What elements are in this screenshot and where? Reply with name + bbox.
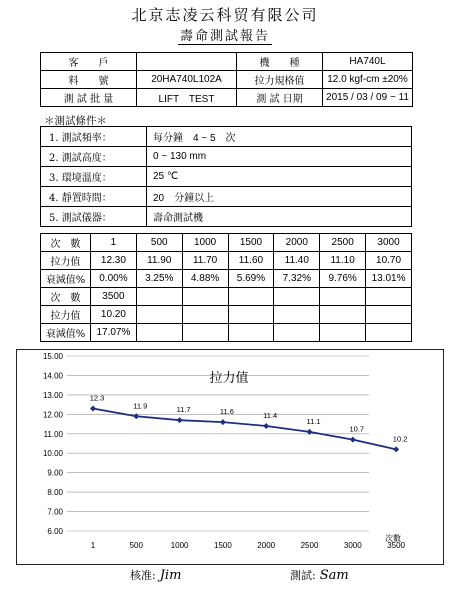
y-tick-label: 8.00 bbox=[47, 488, 63, 498]
data-point bbox=[177, 417, 183, 423]
results-cell: 500 bbox=[136, 234, 182, 252]
chart-frame bbox=[16, 349, 444, 565]
results-cell: 0.00% bbox=[91, 270, 137, 288]
results-cell bbox=[320, 288, 366, 306]
data-label: 11.1 bbox=[306, 416, 321, 426]
results-cell: 11.90 bbox=[136, 252, 182, 270]
results-cell bbox=[320, 324, 366, 342]
machine-label: 機 種 bbox=[237, 53, 323, 71]
machine-value: HA740L bbox=[323, 53, 413, 71]
results-row-label: 次 數 bbox=[41, 288, 91, 306]
results-cell: 11.60 bbox=[228, 252, 274, 270]
condition-row bbox=[41, 147, 412, 167]
x-tick-label: 2500 bbox=[300, 541, 319, 550]
approve-signature bbox=[130, 567, 181, 583]
results-decay-row bbox=[41, 270, 412, 288]
condition-label: 2. 測試高度： bbox=[41, 147, 147, 167]
results-cell bbox=[136, 324, 182, 342]
condition-row bbox=[41, 127, 412, 147]
condition-row bbox=[41, 207, 412, 227]
data-label: 11.9 bbox=[133, 401, 148, 411]
condition-value: 0 ~ 130 mm bbox=[147, 147, 412, 167]
test-label: 測試: bbox=[290, 569, 316, 582]
y-tick-label: 13.00 bbox=[42, 390, 63, 400]
x-tick-label: 3000 bbox=[343, 541, 362, 550]
date-value: 2015 / 03 / 09 ~ 11 bbox=[323, 89, 413, 107]
y-tick-label: 7.00 bbox=[47, 507, 63, 517]
data-point bbox=[90, 406, 96, 412]
y-tick-label: 6.00 bbox=[47, 527, 63, 536]
results-row-label: 次 數 bbox=[41, 234, 91, 252]
condition-label: 3. 環境溫度： bbox=[41, 167, 147, 187]
customer-value bbox=[137, 53, 237, 71]
x-tick-label: 1500 bbox=[214, 541, 232, 550]
results-cell bbox=[366, 324, 412, 342]
data-label: 11.4 bbox=[263, 411, 278, 420]
results-cell: 4.88% bbox=[182, 270, 228, 288]
part-label: 料 號 bbox=[41, 71, 137, 89]
company-name: 北京志凌云科贸有限公司 bbox=[131, 6, 319, 24]
date-label: 測 試 日期 bbox=[237, 89, 323, 107]
results-cell bbox=[320, 306, 366, 324]
data-label: 11.7 bbox=[176, 405, 191, 415]
condition-row bbox=[41, 187, 412, 207]
x-tick-label: 1 bbox=[90, 541, 96, 550]
x-axis-label: 次數 bbox=[385, 534, 401, 543]
tester-signature bbox=[290, 567, 349, 583]
results-cell bbox=[136, 306, 182, 324]
data-label: 10.2 bbox=[392, 434, 408, 444]
info-table bbox=[40, 52, 413, 107]
results-cell: 11.10 bbox=[320, 252, 366, 270]
qty-label: 測 試 批 量 bbox=[41, 89, 137, 107]
results-cell bbox=[228, 306, 274, 324]
results-cell: 9.76% bbox=[320, 270, 366, 288]
results-cell: 2500 bbox=[320, 234, 366, 252]
results-cell: 3000 bbox=[366, 234, 412, 252]
y-tick-label: 10.00 bbox=[42, 449, 63, 459]
condition-value: 20 分鐘以上 bbox=[147, 187, 412, 207]
y-tick-label: 15.00 bbox=[42, 352, 63, 361]
spec-label: 拉力規格值 bbox=[237, 71, 323, 89]
info-row-qty bbox=[41, 89, 413, 107]
results-cell bbox=[366, 306, 412, 324]
x-tick-label: 1000 bbox=[170, 541, 189, 550]
results-cell: 1500 bbox=[228, 234, 274, 252]
y-tick-label: 9.00 bbox=[47, 468, 63, 478]
results-cell bbox=[228, 288, 274, 306]
condition-value: 每分鐘 4 ~ 5 次 bbox=[147, 127, 412, 147]
y-tick-label: 12.00 bbox=[42, 410, 63, 420]
results-cell: 17.07% bbox=[91, 324, 137, 342]
results-cell bbox=[274, 288, 320, 306]
results-cell: 1000 bbox=[182, 234, 228, 252]
approve-name: Jim bbox=[159, 568, 182, 583]
results-cell bbox=[182, 324, 228, 342]
results-force-row-2 bbox=[41, 306, 412, 324]
results-row-label: 衰減值% bbox=[41, 324, 91, 342]
report-title bbox=[0, 25, 450, 44]
results-force-row bbox=[41, 252, 412, 270]
results-cell bbox=[274, 306, 320, 324]
results-row-label: 衰減值% bbox=[41, 270, 91, 288]
results-table bbox=[40, 233, 412, 342]
conditions-heading: ＊測試條件＊ bbox=[44, 115, 107, 127]
results-row-label: 拉力值 bbox=[41, 306, 91, 324]
condition-label: 1. 測試頻率： bbox=[41, 127, 147, 147]
condition-label: 5. 測試儀器： bbox=[41, 207, 147, 227]
results-cell bbox=[228, 324, 274, 342]
results-cell bbox=[182, 306, 228, 324]
results-row-label: 拉力值 bbox=[41, 252, 91, 270]
data-point bbox=[263, 423, 269, 429]
results-cell: 10.20 bbox=[91, 306, 137, 324]
data-point bbox=[350, 437, 356, 443]
results-cell: 10.70 bbox=[366, 252, 412, 270]
results-cell bbox=[274, 324, 320, 342]
chart-title: 拉力值 bbox=[209, 371, 249, 386]
results-cell bbox=[136, 288, 182, 306]
data-label: 12.3 bbox=[89, 393, 105, 403]
condition-value: 25 ℃ bbox=[147, 167, 412, 187]
results-decay-row-2 bbox=[41, 324, 412, 342]
results-cell: 11.70 bbox=[182, 252, 228, 270]
results-cell: 2000 bbox=[274, 234, 320, 252]
results-cell: 13.01% bbox=[366, 270, 412, 288]
force-chart bbox=[17, 350, 443, 564]
data-label: 11.6 bbox=[219, 407, 234, 417]
results-cell: 3.25% bbox=[136, 270, 182, 288]
results-count-row bbox=[41, 234, 412, 252]
results-cell: 1 bbox=[91, 234, 137, 252]
info-row-customer bbox=[41, 53, 413, 71]
y-tick-label: 11.00 bbox=[43, 429, 63, 439]
test-name: Sam bbox=[319, 568, 349, 583]
results-cell bbox=[366, 288, 412, 306]
condition-row bbox=[41, 167, 412, 187]
results-cell: 11.40 bbox=[274, 252, 320, 270]
part-value: 20HA740L102A bbox=[137, 71, 237, 89]
x-tick-label: 500 bbox=[129, 541, 143, 550]
report-title-text: 壽命測試報告 bbox=[179, 29, 270, 44]
conditions-table bbox=[40, 126, 412, 227]
data-point bbox=[393, 446, 399, 452]
x-tick-label: 3500 bbox=[387, 541, 405, 550]
results-cell: 5.69% bbox=[228, 270, 274, 288]
approve-label: 核准: bbox=[130, 569, 156, 582]
y-tick-label: 14.00 bbox=[42, 371, 63, 381]
results-cell: 7.32% bbox=[274, 270, 320, 288]
results-cell: 3500 bbox=[91, 288, 137, 306]
qty-value: LIFT TEST bbox=[137, 89, 237, 107]
info-row-part bbox=[41, 71, 413, 89]
spec-value: 12.0 kgf-cm ±20% bbox=[323, 71, 413, 89]
data-point bbox=[220, 419, 226, 425]
condition-label: 4. 靜置時間： bbox=[41, 187, 147, 207]
results-count-row-2 bbox=[41, 288, 412, 306]
data-label: 10.7 bbox=[349, 424, 365, 434]
results-cell: 12.30 bbox=[91, 252, 137, 270]
x-tick-label: 2000 bbox=[257, 541, 276, 550]
condition-value: 壽命測試機 bbox=[147, 207, 412, 227]
results-cell bbox=[182, 288, 228, 306]
customer-label: 客 戶 bbox=[41, 53, 137, 71]
